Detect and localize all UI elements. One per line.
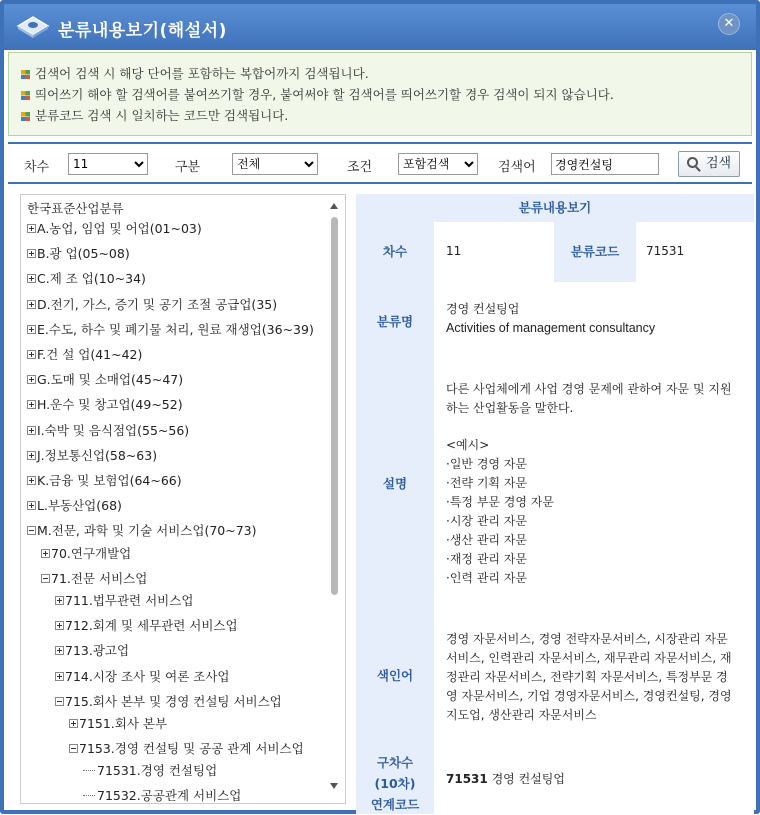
tree-item[interactable]: 711.법무관련 서비스업 xyxy=(55,591,193,611)
detail-panel xyxy=(356,194,754,814)
classification-tree xyxy=(20,194,346,804)
tree-item[interactable]: 71.전문 서비스업 xyxy=(41,569,147,589)
bullet-icon xyxy=(21,112,30,121)
tree-item[interactable]: A.농업, 임업 및 어업(01~03) xyxy=(27,219,202,239)
condition-select[interactable] xyxy=(398,153,478,175)
link-code-value xyxy=(446,770,565,789)
expand-icon[interactable] xyxy=(69,719,78,728)
expand-icon[interactable] xyxy=(55,621,64,630)
tree-scrollbar[interactable] xyxy=(329,199,341,797)
expand-icon[interactable] xyxy=(27,400,36,409)
notice-text: 분류코드 검색 시 일치하는 코드만 검색됩니다. xyxy=(35,108,289,123)
tree-connector xyxy=(83,770,95,771)
expand-icon[interactable] xyxy=(27,501,36,510)
tree-item[interactable]: 70.연구개발업 xyxy=(41,544,131,564)
gubun-select[interactable] xyxy=(232,153,318,175)
tree-item[interactable]: 7151.회사 본부 xyxy=(69,714,167,734)
expand-icon[interactable] xyxy=(27,274,36,283)
tree-item[interactable]: J.정보통신업(58~63) xyxy=(27,446,157,466)
keyword-label: 검색어 xyxy=(498,160,536,175)
detail-header: 분류내용보기 xyxy=(356,194,754,222)
title-bar xyxy=(4,4,756,50)
link-code-header: 구차수 (10차) 연계코드 xyxy=(356,746,434,814)
name-english: Activities of management consultancy xyxy=(446,321,656,335)
tree-item[interactable]: L.부동산업(68) xyxy=(27,496,122,516)
scroll-down-icon[interactable] xyxy=(330,783,338,789)
notice-line xyxy=(9,63,751,84)
expand-icon[interactable] xyxy=(27,350,36,359)
tree-item[interactable]: E.수도, 하수 및 폐기물 처리, 원료 재생업(36~39) xyxy=(27,320,314,340)
tree-item[interactable]: M.전문, 과학 및 기술 서비스업(70~73) xyxy=(27,521,257,541)
tree-item[interactable]: 7153.경영 컨설팅 및 공공 관계 서비스업 xyxy=(69,739,304,759)
index-header: 색인어 xyxy=(356,606,434,746)
expand-icon[interactable] xyxy=(27,476,36,485)
link-code: 71531 xyxy=(446,772,488,786)
scroll-up-icon[interactable] xyxy=(330,203,338,209)
search-icon xyxy=(687,157,698,168)
chasu-value: 11 xyxy=(446,244,462,258)
description-header: 설명 xyxy=(356,362,434,606)
notice-line xyxy=(9,84,751,105)
book-icon xyxy=(16,13,50,39)
notice-text: 검색어 검색 시 해당 단어를 포함하는 복합어까지 검색됩니다. xyxy=(35,66,369,81)
tree-item[interactable]: I.숙박 및 음식점업(55~56) xyxy=(27,421,189,441)
notice-text: 띄어쓰기 해야 할 검색어를 붙여쓰기할 경우, 붙여써야 할 검색어를 띄어쓰기할 경우 검색이 되지 않습니다. xyxy=(35,87,614,102)
tree-item[interactable]: 713.광고업 xyxy=(55,641,129,661)
expand-icon[interactable] xyxy=(27,249,36,258)
close-button[interactable]: ✕ xyxy=(718,13,740,35)
collapse-icon[interactable] xyxy=(69,744,78,753)
chasu-select[interactable] xyxy=(68,153,148,175)
tree-root[interactable]: 한국표준산업분류 xyxy=(27,201,124,216)
keyword-input[interactable] xyxy=(551,153,659,175)
expand-icon[interactable] xyxy=(55,672,64,681)
tree-item[interactable]: 715.회사 본부 및 경영 컨설팅 서비스업 xyxy=(55,692,282,712)
expand-icon[interactable] xyxy=(27,451,36,460)
tree-item[interactable]: C.제 조 업(10~34) xyxy=(27,269,146,289)
collapse-icon[interactable] xyxy=(55,697,64,706)
description-value: 다른 사업체에게 사업 경영 문제에 관하여 자문 및 지원 하는 산업활동을 말한다. <예시> ·일반 경영 자문 ·전략 기획 자문 ·특정 부문 경영 자문 ·시장 관리 자문 ·생산 관리 자문 ·재정 관리 자문 ·인력 관리 자문 xyxy=(446,382,732,585)
search-filter-bar xyxy=(8,142,752,184)
expand-icon[interactable] xyxy=(55,646,64,655)
code-header: 분류코드 xyxy=(554,222,636,282)
notice-box xyxy=(8,52,752,136)
tree-item[interactable]: D.전기, 가스, 증기 및 공기 조절 공급업(35) xyxy=(27,295,277,315)
tree-item[interactable]: B.광 업(05~08) xyxy=(27,244,130,264)
expand-icon[interactable] xyxy=(27,300,36,309)
tree-item[interactable]: 71532.공공관계 서비스업 xyxy=(83,786,241,804)
tree-item[interactable]: 71531.경영 컨설팅업 xyxy=(83,761,217,781)
tree-connector xyxy=(83,795,95,796)
tree-item[interactable]: 714.시장 조사 및 여론 조사업 xyxy=(55,667,229,687)
name-header: 분류명 xyxy=(356,282,434,362)
collapse-icon[interactable] xyxy=(27,526,36,535)
tree-item[interactable]: H.운수 및 창고업(49~52) xyxy=(27,395,183,415)
expand-icon[interactable] xyxy=(27,426,36,435)
search-button[interactable] xyxy=(678,151,740,177)
expand-icon[interactable] xyxy=(27,375,36,384)
code-value: 71531 xyxy=(646,244,685,258)
tree-item[interactable]: K.금융 및 보험업(64~66) xyxy=(27,471,182,491)
expand-icon[interactable] xyxy=(27,224,36,233)
notice-line xyxy=(9,105,751,126)
chasu-header: 차수 xyxy=(356,222,434,282)
tree-item[interactable]: F.건 설 업(41~42) xyxy=(27,345,142,365)
gubun-label: 구분 xyxy=(175,160,201,175)
index-value: 경영 자문서비스, 경영 전략자문서비스, 시장관리 자문 서비스, 인력관리 자문서비스, 재무관리 자문서비스, 재 정관리 자문서비스, 전략기획 자문서비스, 특정부문 경 영 자문서비스, 기업 경영자문서비스, 경영컨설팅, 경영 지도업, 생산관리 자문서비스 xyxy=(446,632,732,722)
expand-icon[interactable] xyxy=(55,596,64,605)
collapse-icon[interactable] xyxy=(41,574,50,583)
name-value xyxy=(446,300,655,338)
tree-item[interactable]: G.도매 및 소매업(45~47) xyxy=(27,370,183,390)
bullet-icon xyxy=(21,70,30,79)
search-button-label: 검색 xyxy=(706,156,732,171)
bullet-icon xyxy=(21,91,30,100)
expand-icon[interactable] xyxy=(41,549,50,558)
window-title: 분류내용보기(해설서) xyxy=(58,21,227,41)
name-korean: 경영 컨설팅업 xyxy=(446,302,520,316)
condition-label: 조건 xyxy=(347,160,373,175)
chasu-label: 차수 xyxy=(24,160,50,175)
scroll-thumb[interactable] xyxy=(331,217,338,595)
expand-icon[interactable] xyxy=(27,325,36,334)
tree-item[interactable]: 712.회계 및 세무관련 서비스업 xyxy=(55,616,238,636)
link-code-name: 경영 컨설팅업 xyxy=(491,772,565,786)
